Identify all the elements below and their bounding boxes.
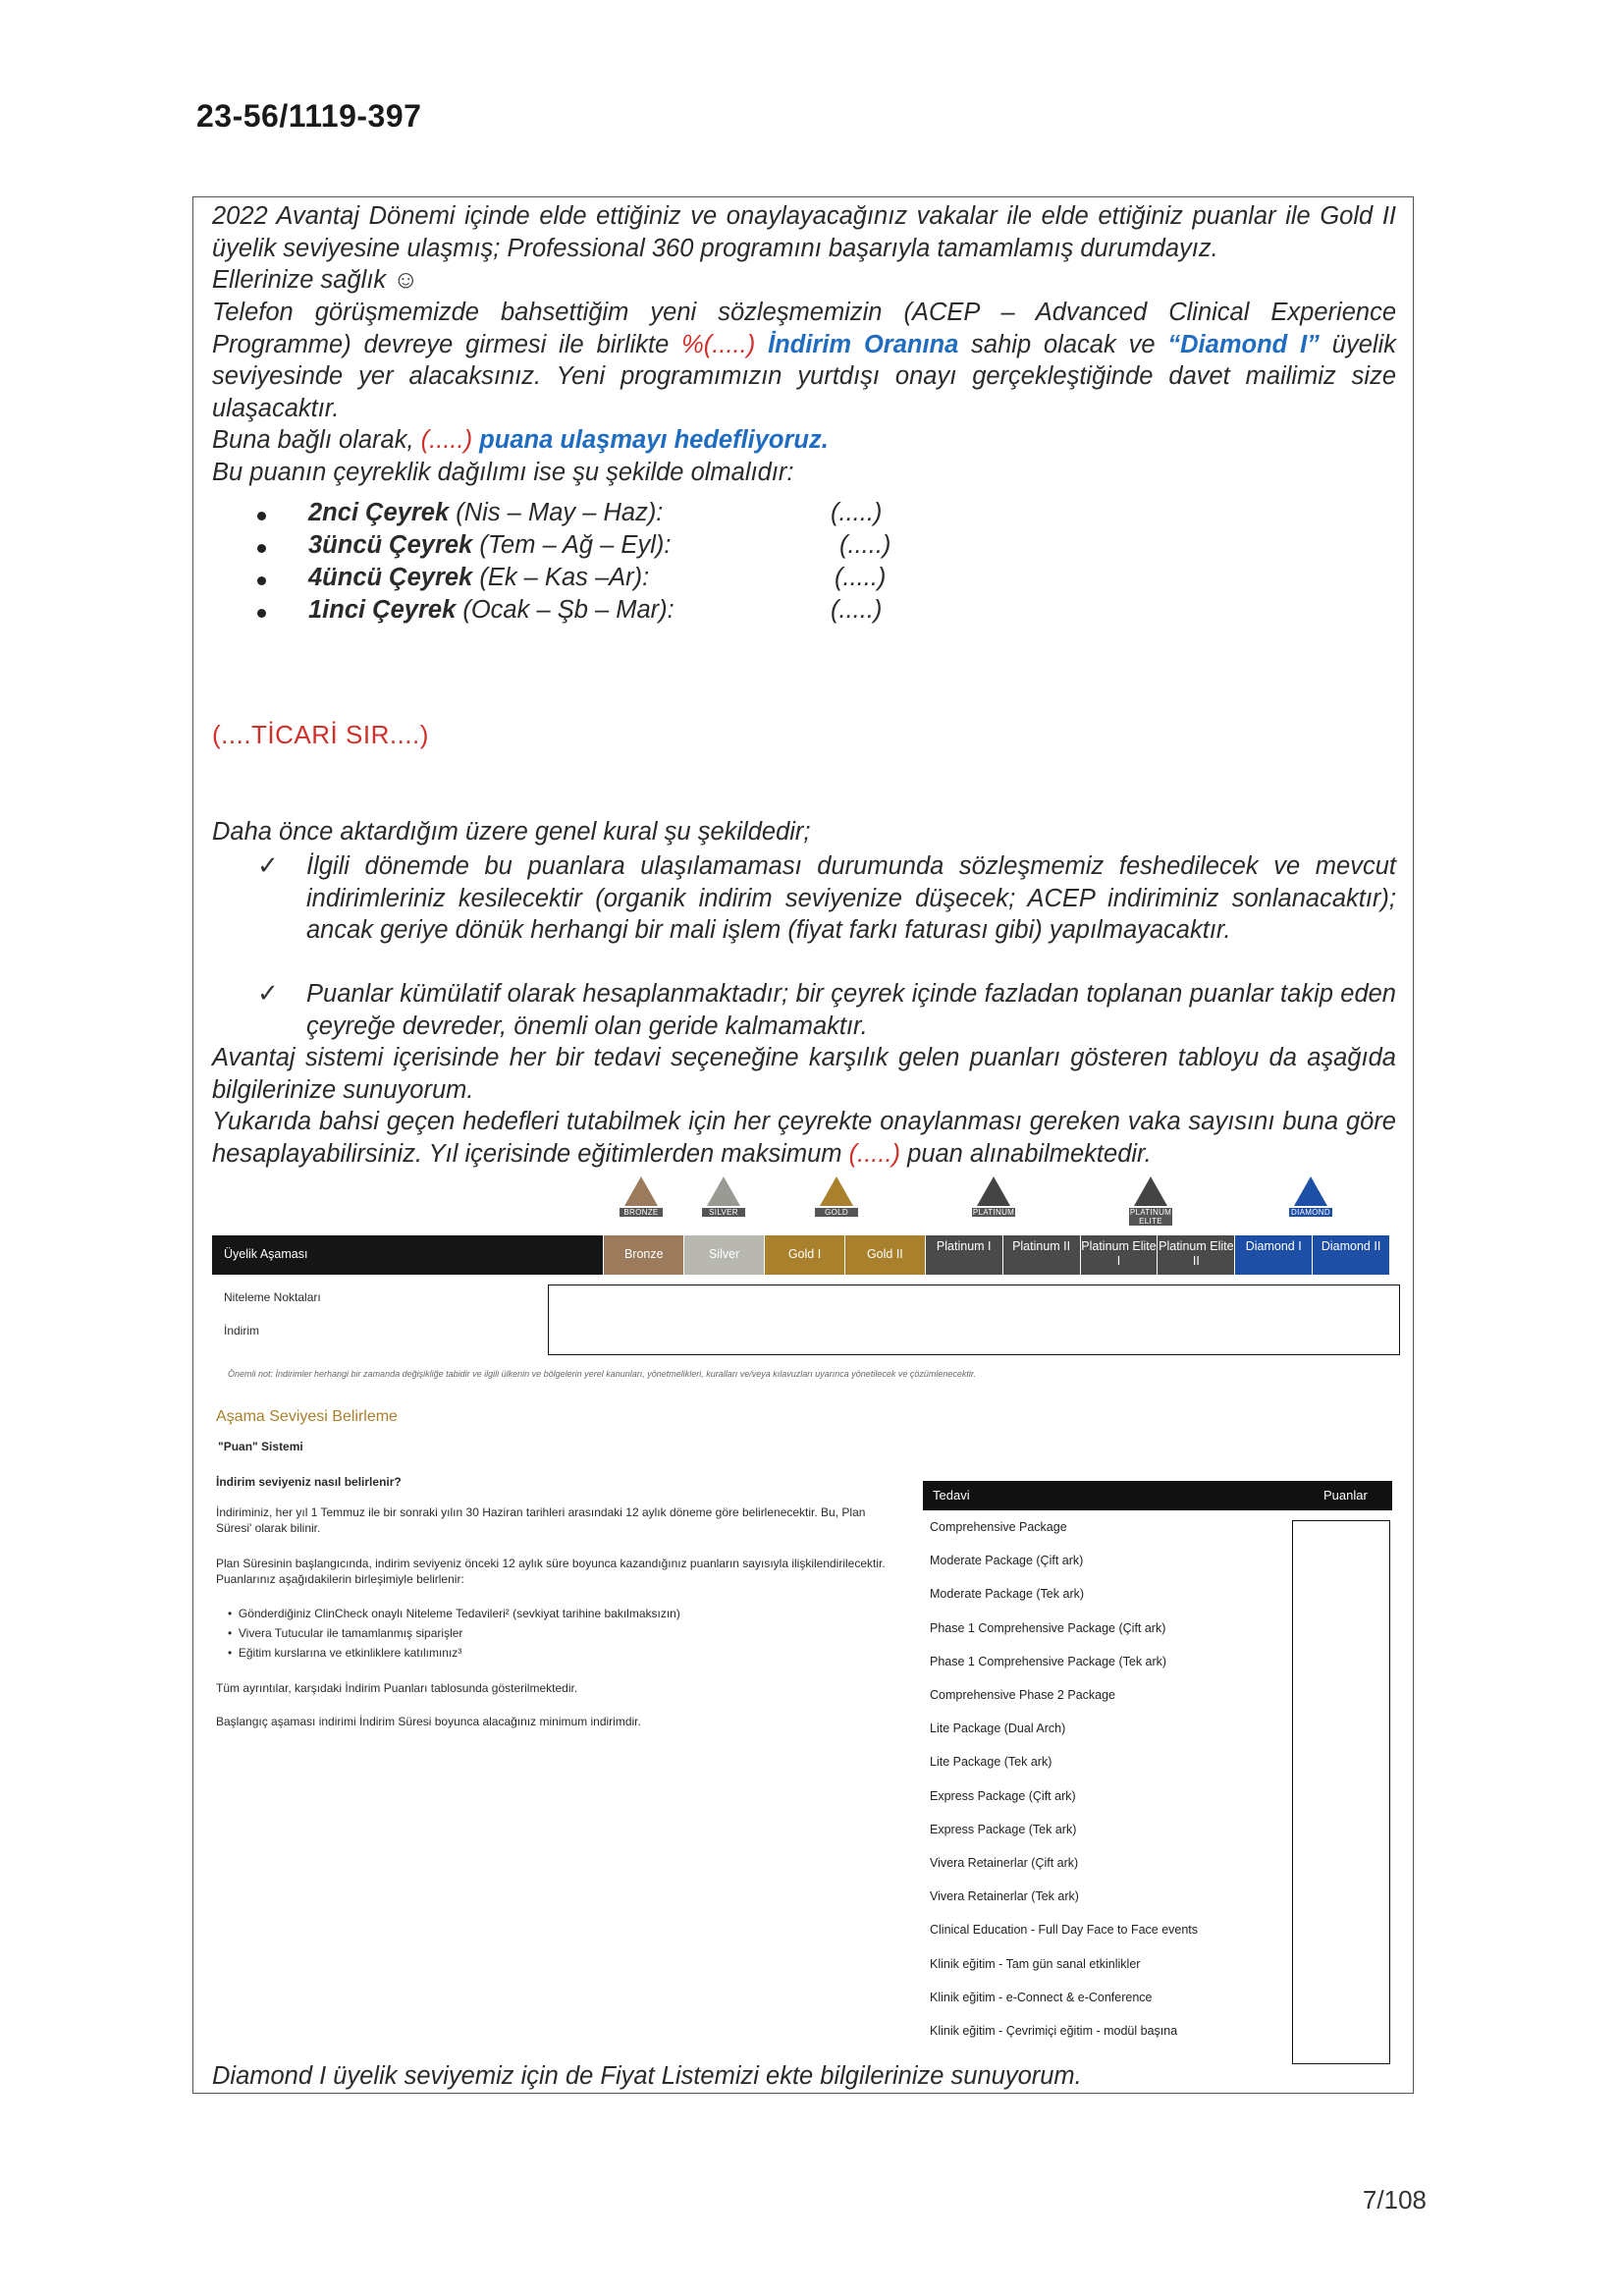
bullet-icon [257,609,266,618]
bullet-icon [257,512,266,520]
tier-cell: Platinum I [926,1235,1003,1275]
points-table-row: Vivera Retainerlar (Tek ark) [930,1889,1079,1904]
rules-paragraph-2: Yukarıda bahsi geçen hedefleri tutabilmek için her çeyrekte onaylanması gereken vaka sayısını buna göre hesaplayabilirsiniz. Yıl içerisinde eğitimlerden maksimum (.....) puan alınabilmektedir. [212,1108,1396,1168]
rules-paragraph-1: Avantaj sistemi içerisinde her bir tedavi seçeneğine karşılık gelen puanları gösteren tabloyu da aşağıda bilgilerinize sunuyorum. [212,1044,1396,1104]
tier-cell: Gold II [845,1235,926,1275]
platinum-logo-icon: PLATINUM [972,1176,1015,1220]
quarter-item: 1inci Çeyrek (Ocak – Şb – Mar): [308,596,674,624]
points-table-row: Clinical Education - Full Day Face to Face events [930,1923,1199,1938]
points-table-row: Klinik eğitim - Tam gün sanal etkinlikler [930,1956,1141,1971]
points-table-row: Express Package (Tek ark) [930,1822,1077,1836]
intro-paragraph-4: Buna bağlı olarak, (.....) puana ulaşmayı hedefliyoruz. [212,426,829,454]
points-table-row: Comprehensive Package [930,1520,1067,1534]
check-icon: ✓ [257,978,279,1008]
rules-intro: Daha önce aktardığım üzere genel kural şu şekildedir; [212,818,811,846]
tier-cell: Platinum II [1003,1235,1081,1275]
closing-paragraph: Diamond I üyelik seviyemiz için de Fiyat Listemizi ekte bilgilerinize sunuyorum. [212,2062,1082,2090]
points-col-treatment: Tedavi [933,1488,970,1503]
points-table-row: Vivera Retainerlar (Çift ark) [930,1856,1079,1870]
silver-logo-icon: SILVER [702,1176,745,1220]
tier-header-label: Üyelik Aşaması [212,1235,604,1275]
quarter-item: 2nci Çeyrek (Nis – May – Haz): [308,499,664,526]
tier-cell: Platinum Elite I [1081,1235,1159,1275]
intro-paragraph-1: 2022 Avantaj Dönemi içinde elde ettiğiniz ve onaylayacağınız vakalar ile elde ettiğiniz puanlar ile Gold II üyelik seviyesine ulaşmış; Professional 360 programını başarıyla tamamlamış durumdayız. [212,202,1396,262]
level-bullet: • Eğitim kurslarına ve etkinliklere katılımınız³ [228,1646,462,1660]
points-table-row: Phase 1 Comprehensive Package (Tek ark) [930,1654,1167,1668]
tier-cell: Bronze [604,1235,684,1275]
bullet-icon [257,544,266,553]
level-section-question: İndirim seviyeniz nasıl belirlenir? [216,1475,402,1489]
rule-item: İlgili dönemde bu puanlara ulaşılamaması durumunda sözleşmemiz feshedilecek ve mevcut indirimleriniz kesilecektir (organik indirim seviyenize düşecek; ACEP indiriminiz sonlanacaktır); ancak geriye dönük herhangi bir mali işlem (fiyat farkı faturası gibi) yapılmayacaktır. [306,852,1396,944]
gold-logo-icon: GOLD [815,1176,858,1220]
discount-note: Önemli not: İndirimler herhangi bir zamanda değişikliğe tabidir ve ilgili ülkenin ve bölgelerin yerel kanunları, yönetmelikleri, kuralları ve/veya kılavuzları uyarınca yönetilecek ve çözümlenecektir. [228,1369,977,1379]
diamond-logo-icon: DIAMOND [1289,1176,1332,1220]
bullet-icon [257,576,266,585]
level-section-paragraph: Tüm ayrıntılar, karşıdaki İndirim Puanları tablosunda gösterilmektedir. [216,1681,578,1695]
level-section-paragraph: Başlangıç aşaması indirimi İndirim Süresi boyunca alacağınız minimum indirimdir. [216,1715,641,1728]
level-section-subtitle: "Puan" Sistemi [218,1440,303,1453]
points-table-row: Moderate Package (Çift ark) [930,1554,1084,1568]
points-table-row: Lite Package (Tek ark) [930,1755,1052,1770]
quarter-value: (.....) [831,499,883,526]
platinum-elite-logo-icon: PLATINUM ELITE [1129,1176,1172,1220]
trade-secret-note: (....TİCARİ SIR....) [212,720,429,749]
level-section-paragraph: Plan Süresinin başlangıcında, indirim seviyeniz önceki 12 aylık süre boyunca kazandığınız puanların sayısıyla ilişkilendirilecektir. Puanlarınız aşağıdakilerin birleşimiyle belirlenir: [216,1557,886,1586]
points-table-row: Moderate Package (Tek ark) [930,1587,1085,1602]
tier-header-row [212,1235,1390,1275]
points-table-row: Express Package (Çift ark) [930,1788,1076,1803]
points-col-points: Puanlar [1323,1488,1368,1503]
points-table-header [923,1481,1392,1510]
quarter-item: 4üncü Çeyrek (Ek – Kas –Ar): [308,564,650,591]
page-number: 7/108 [1362,2185,1427,2214]
tier-cell: Gold I [765,1235,845,1275]
level-bullet: • Vivera Tutucular ile tamamlanmış siparişler [228,1626,463,1640]
rule-item: Puanlar kümülatif olarak hesaplanmaktadır; bir çeyrek içinde fazladan toplanan puanlar takip eden çeyreğe devreder, önemli olan geride kalmamaktır. [306,980,1396,1040]
quarter-value: (.....) [835,564,887,591]
level-section-title: Aşama Seviyesi Belirleme [216,1408,398,1425]
intro-paragraph-2: Ellerinize sağlık ☺ [212,266,419,294]
redacted-tier-values [548,1285,1400,1355]
points-table-row: Klinik eğitim - e-Connect & e-Conference [930,1990,1153,2004]
document-number: 23-56/1119-397 [196,98,422,134]
tier-cell: Platinum Elite II [1158,1235,1235,1275]
quarter-item: 3üncü Çeyrek (Tem – Ağ – Eyl): [308,531,672,559]
points-table-row: Lite Package (Dual Arch) [930,1722,1066,1736]
row-label-qualifying-points: Niteleme Noktaları [224,1290,321,1304]
check-icon: ✓ [257,850,279,880]
quarter-value: (.....) [831,596,883,624]
level-section-paragraph: İndiriminiz, her yıl 1 Temmuz ile bir sonraki yılın 30 Haziran tarihleri arasındaki 12 aylık döneme göre belirlenecektir. Bu, Plan Süresi' olarak bilinir. [216,1505,866,1535]
intro-paragraph-5: Bu puanın çeyreklik dağılımı ise şu şekilde olmalıdır: [212,459,794,486]
quarter-value: (.....) [839,531,891,559]
points-table-row: Comprehensive Phase 2 Package [930,1688,1116,1702]
bronze-logo-icon: BRONZE [620,1176,663,1220]
intro-paragraph-3: Telefon görüşmemizde bahsettiğim yeni sözleşmemizin (ACEP – Advanced Clinical Experience Programme) devreye girmesi ile birlikte %(.....) İndirim Oranına sahip olacak ve “Diamond I” üyelik seviyesinde yer alacaksınız. Yeni programımızın yurtdışı onayı gerçekleştiğinde davet mailimiz size ulaşacaktır. [212,299,1396,422]
redacted-points-values [1292,1520,1390,2064]
tier-cell: Diamond I [1235,1235,1313,1275]
level-bullet: • Gönderdiğiniz ClinCheck onaylı Niteleme Tedavileri² (sevkiyat tarihine bakılmaksızın) [228,1607,680,1620]
points-table-row: Phase 1 Comprehensive Package (Çift ark) [930,1620,1166,1635]
points-table-row: Klinik eğitim - Çevrimiçi eğitim - modül başına [930,2024,1178,2038]
tier-cell: Diamond II [1313,1235,1390,1275]
row-label-discount: İndirim [224,1324,260,1338]
tier-cell: Silver [684,1235,765,1275]
